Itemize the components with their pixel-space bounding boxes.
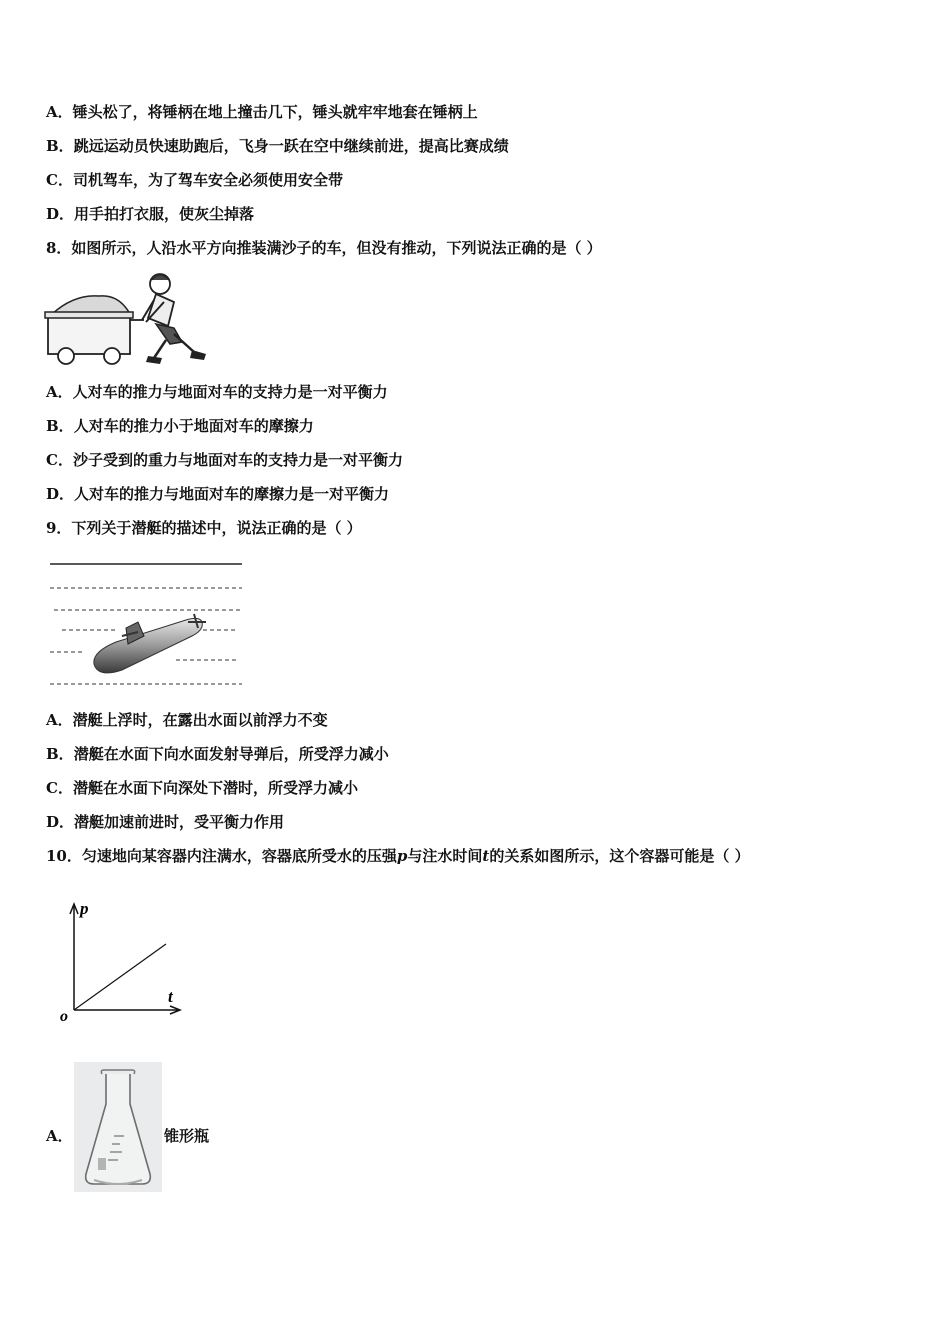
q10-option-a-caption: 锥形瓶 bbox=[164, 1127, 210, 1145]
q8-option-b[interactable] bbox=[46, 416, 314, 436]
var-t: t bbox=[482, 847, 490, 865]
pressure-time-graph bbox=[54, 894, 190, 1024]
q7-option-b[interactable] bbox=[46, 136, 509, 156]
q9-option-c[interactable] bbox=[46, 778, 358, 798]
stem-part-3: 的关系如图所示，这个容器可能是（ ） bbox=[489, 847, 750, 865]
option-label: D． bbox=[46, 485, 75, 503]
option-text: 潜艇在水面下向水面发射导弹后，所受浮力减小 bbox=[73, 745, 389, 763]
option-label: D． bbox=[46, 205, 75, 223]
q9-stem: 9．下列关于潜艇的描述中，说法正确的是（ ） bbox=[46, 519, 362, 537]
q10-stem bbox=[46, 846, 750, 866]
q9-option-b[interactable] bbox=[46, 744, 389, 764]
cart-push-illustration bbox=[44, 268, 216, 370]
option-label: A． bbox=[46, 383, 73, 401]
option-text: 潜艇上浮时，在露出水面以前浮力不变 bbox=[72, 711, 328, 729]
var-p: p bbox=[396, 847, 408, 865]
pressure-line bbox=[74, 944, 166, 1010]
stem-part-2: 与注水时间 bbox=[407, 847, 483, 865]
option-label: C． bbox=[46, 171, 73, 189]
option-label: B． bbox=[46, 417, 74, 435]
x-axis-label: t bbox=[168, 987, 173, 1006]
option-text: 人对车的推力与地面对车的支持力是一对平衡力 bbox=[72, 383, 388, 401]
option-label: C． bbox=[46, 451, 73, 469]
q10-option-a-label: A． bbox=[46, 1127, 73, 1145]
option-text: 潜艇加速前进时，受平衡力作用 bbox=[74, 813, 285, 831]
q8-stem: 8．如图所示，人沿水平方向推装满沙子的车，但没有推动，下列说法正确的是（ ） bbox=[46, 239, 602, 257]
option-label: A． bbox=[46, 711, 73, 729]
option-text: 司机驾车，为了驾车安全必须使用安全带 bbox=[72, 171, 343, 189]
option-label: A． bbox=[46, 103, 73, 121]
option-text: 跳远运动员快速助跑后，飞身一跃在空中继续前进，提高比赛成绩 bbox=[73, 137, 509, 155]
q8-option-c[interactable] bbox=[46, 450, 403, 470]
q8-option-d[interactable] bbox=[46, 484, 389, 504]
option-text: 人对车的推力与地面对车的摩擦力是一对平衡力 bbox=[74, 485, 390, 503]
option-label: C． bbox=[46, 779, 73, 797]
q7-option-d[interactable] bbox=[46, 204, 254, 224]
submarine-illustration bbox=[46, 556, 246, 690]
option-label: B． bbox=[46, 745, 74, 763]
q7-option-c[interactable] bbox=[46, 170, 343, 190]
y-axis-label: p bbox=[80, 899, 89, 918]
option-text: 人对车的推力小于地面对车的摩擦力 bbox=[73, 417, 314, 435]
flask-icon bbox=[74, 1062, 162, 1192]
q9-option-d[interactable] bbox=[46, 812, 284, 832]
option-text: 用手拍打衣服，使灰尘掉落 bbox=[74, 205, 255, 223]
origin-label: o bbox=[60, 1008, 68, 1024]
option-label: D． bbox=[46, 813, 75, 831]
q8-option-a[interactable] bbox=[46, 382, 388, 402]
option-text: 沙子受到的重力与地面对车的支持力是一对平衡力 bbox=[72, 451, 403, 469]
q7-option-a[interactable] bbox=[46, 102, 478, 122]
option-text: 潜艇在水面下向深处下潜时，所受浮力减小 bbox=[72, 779, 358, 797]
option-text: 锤头松了，将锤柄在地上撞击几下，锤头就牢牢地套在锤柄上 bbox=[72, 103, 478, 121]
option-label: B． bbox=[46, 137, 74, 155]
flask-photo bbox=[74, 1062, 162, 1192]
stem-part-1: 10．匀速地向某容器内注满水，容器底所受水的压强 bbox=[46, 847, 397, 865]
q9-option-a[interactable] bbox=[46, 710, 328, 730]
